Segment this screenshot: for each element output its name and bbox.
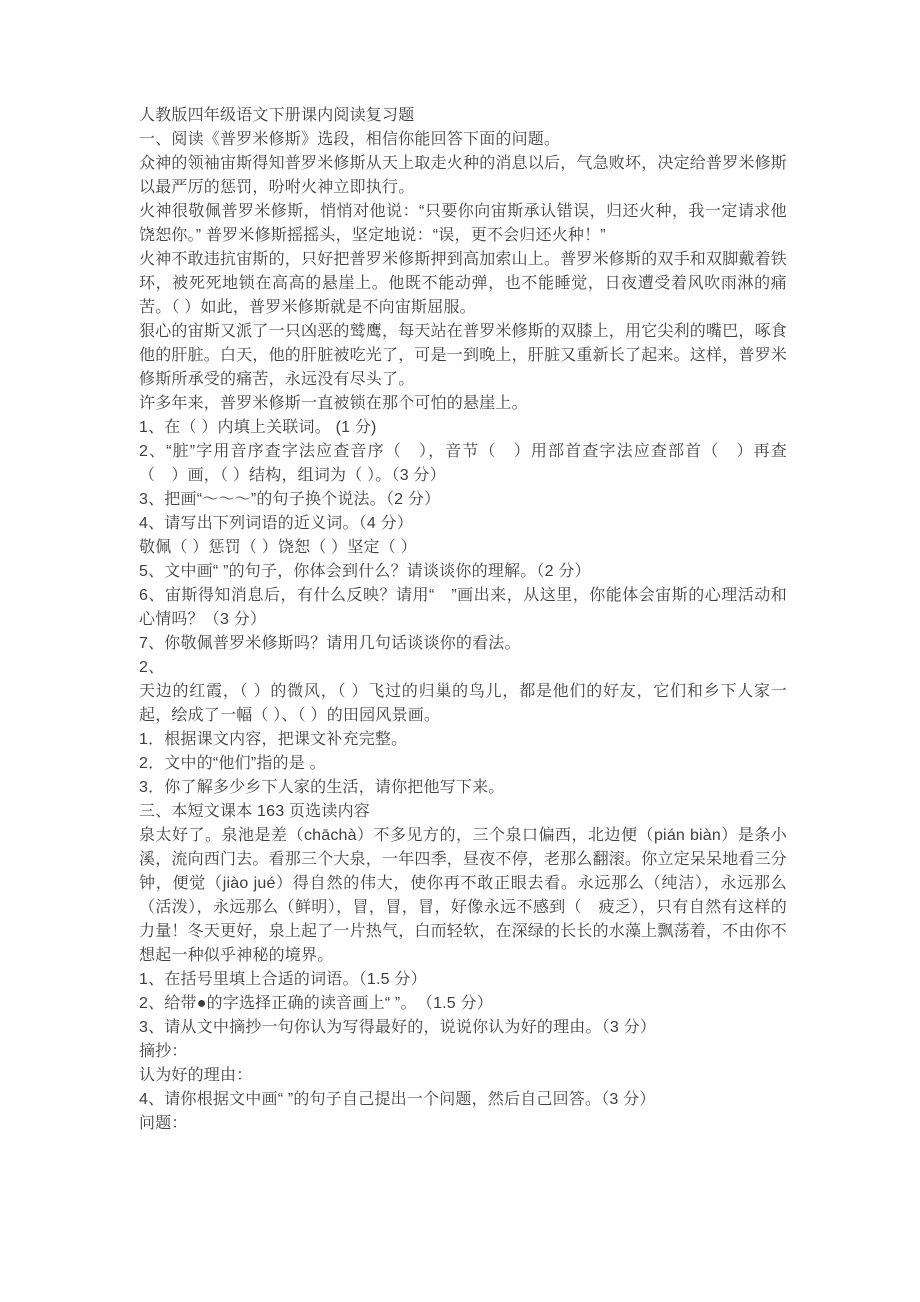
section-1-passage-paragraph: 许多年来，普罗米修斯一直被锁在那个可怕的悬崖上。 [139,395,528,412]
section-3-passage-paragraph: 泉太好了。泉池是差（chāchà）不多见方的，三个泉口偏西，北边便（pián biàn）是条小溪，流向西门去。看那三个大泉，一年四季，昼夜不停，老那么翻滚。你立定呆呆地看三分钟，便觉（jiào jué）得自然的伟大，使你再不敢正眼去看。永远那么（纯洁），永远那么（活泼），永远那么（鲜明），冒，冒，冒，好像永远不感到（ 疲乏），只有自然有这样的力量！冬天更好，泉上起了一片热气，白而轻软，在深绿的长长的水藻上飘荡着，不由你不想起一种似乎神秘的境界。 [139,827,788,964]
section-1-synonym-blanks: 敬佩（ ）惩罚（ ）饶恕（ ）坚定（ ） [139,539,417,556]
section-3-heading: 三、本短文课本 163 页选读内容 [139,803,370,820]
section-3-question: 4、请你根据文中画“ ”的句子自己提出一个问题，然后自己回答。（3 分） [139,1091,656,1108]
section-1-passage-paragraph: 狠心的宙斯又派了一只凶恶的鹫鹰，每天站在普罗米修斯的双膝上，用它尖利的嘴巴，啄食他的肝脏。白天，他的肝脏被吃光了，可是一到晚上，肝脏又重新长了起来。这样，普罗米修斯所承受的痛苦，永远没有尽头了。 [139,323,788,388]
section-1-passage-paragraph: 火神很敬佩普罗米修斯，悄悄对他说：“只要你向宙斯承认错误，归还火种，我一定请求他饶恕你。” 普罗米修斯摇摇头，坚定地说：“误，更不会归还火种！” [139,203,787,244]
document-title: 人教版四年级语文下册课内阅读复习题 [139,107,415,124]
section-2-question: 1．根据课文内容，把课文补充完整。 [139,731,408,748]
section-3-question: 2、给带●的字选择正确的读音画上“ ”。 （1.5 分） [139,995,493,1012]
section-3-excerpt-label: 摘抄： [139,1043,188,1060]
section-2-passage-paragraph: 天边的红霞，（ ）的微风，（ ）飞过的归巢的鸟儿，都是他们的好友，它们和乡下人家一起，绘成了一幅（ ）、（ ）的田园风景画。 [139,683,787,724]
section-3-question: 3、请从文中摘抄一句你认为写得最好的，说说你认为好的理由。（3 分） [139,1019,657,1036]
section-1-question: 6、宙斯得知消息后，有什么反映？请用“ ”画出来，从这里，你能体会宙斯的心理活动和心情吗？（3 分） [139,587,787,628]
section-3-question: 1、在括号里填上合适的词语。（1.5 分） [139,971,427,988]
section-1-question: 3、把画“～～～”的句子换个说法。（2 分） [139,491,441,508]
section-3-problem-label: 问题： [139,1115,188,1132]
section-1-question: 1、在（ ）内填上关联词。 (1 分) [139,419,377,436]
section-1-question: 5、文中画“ ”的句子，你体会到什么？请谈谈你的理解。（2 分） [139,563,591,580]
section-3-reason-label: 认为好的理由： [139,1067,253,1084]
section-1-heading: 一、阅读《普罗米修斯》选段，相信你能回答下面的问题。 [139,131,561,148]
section-1-passage-paragraph: 众神的领袖宙斯得知普罗米修斯从天上取走火种的消息以后，气急败坏，决定给普罗米修斯以最严厉的惩罚，吩咐火神立即执行。 [139,155,788,196]
section-1-passage-paragraph: 火神不敢违抗宙斯的，只好把普罗米修斯押到高加索山上。普罗米修斯的双手和双脚戴着铁环，被死死地锁在高高的悬崖上。他既不能动弹，也不能睡觉，日夜遭受着风吹雨淋的痛苦。（ ）如此，普罗米修斯就是不向宙斯屈服。 [139,251,788,316]
section-1-question: 2、“脏”字用音序查字法应查音序（ ），音节（ ）用部首查字法应查部首（ ）再查（ ）画，（ ）结构，组词为（ ）。（3 分） [139,443,787,484]
section-2-heading: 2、 [139,659,165,676]
section-1-question: 4、请写出下列词语的近义词。（4 分） [139,515,414,532]
section-1-question: 7、你敬佩普罗米修斯吗？请用几句话谈谈你的看法。 [139,635,521,652]
document-content [139,104,787,1136]
section-2-question: 3．你了解多少乡下人家的生活，请你把他写下来。 [139,779,505,796]
section-2-question: 2．文中的“他们”指的是 。 [139,755,326,772]
